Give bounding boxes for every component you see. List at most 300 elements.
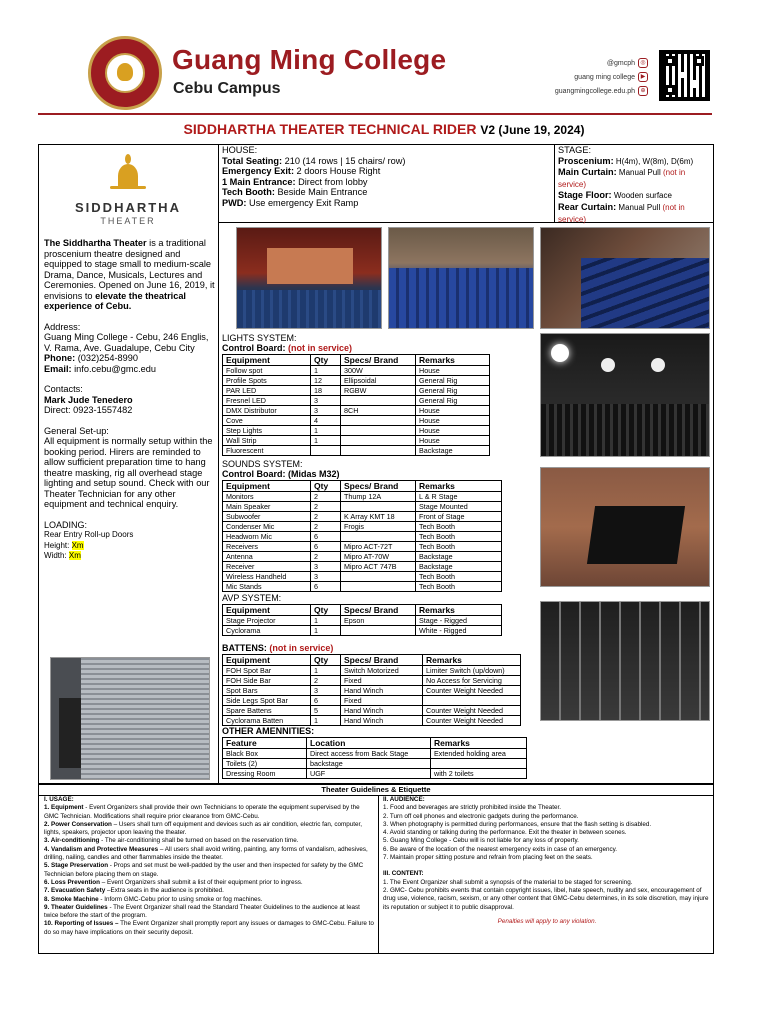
table-cell: Mipro AT-70W: [341, 552, 416, 562]
column-header: Specs/ Brand: [341, 355, 416, 366]
header-divider: [38, 113, 712, 115]
intro-body: is a traditional proscenium theatre designed and equipped to stage small to medium-scale Drama, Dance, Musicals, Lectures and Ceremonies. Opened on June 16, 2019, it envisions to: [44, 238, 215, 301]
usage-item-title: 8. Smoke Machine: [44, 895, 99, 903]
table-cell: House: [416, 406, 490, 416]
table-header-row: [223, 355, 490, 366]
contact-name: Mark Jude Tenedero: [44, 394, 133, 405]
contact-direct: Direct: 0923-1557482: [44, 405, 133, 415]
table-row: [223, 376, 490, 386]
table-cell: [341, 532, 416, 542]
table-cell: 3: [311, 396, 341, 406]
battens-heading-note: (not in service): [269, 643, 334, 653]
table-cell: Counter Weight Needed: [423, 686, 521, 696]
table-row: [223, 502, 502, 512]
lights-section: [222, 333, 490, 456]
lights-photo: [540, 333, 710, 457]
avp-section: [222, 593, 502, 636]
table-row: [223, 366, 490, 376]
table-cell: Antenna: [223, 552, 311, 562]
table-cell: [341, 582, 416, 592]
table-cell: 6: [311, 532, 341, 542]
table-cell: Wireless Handheld: [223, 572, 311, 582]
table-cell: Cyclorama: [223, 626, 311, 636]
table-row: [223, 716, 521, 726]
table-row: [223, 446, 490, 456]
table-row: [223, 666, 521, 676]
column-header: Equipment: [223, 481, 311, 492]
table-cell: FOH Spot Bar: [223, 666, 311, 676]
table-row: [223, 552, 502, 562]
booth-value: Beside Main Entrance: [274, 187, 368, 198]
entrance-value: Direct from lobby: [295, 176, 368, 187]
column-header: Qty: [311, 655, 341, 666]
usage-item-text: - The Event Organizer shall read the Standard Theater Guidelines to the audience at least twice before the start of the program.: [44, 903, 360, 920]
usage-item-title: 4. Vandalism and Protective Measures: [44, 845, 159, 853]
avp-table: [222, 604, 502, 636]
usage-column: [44, 796, 374, 937]
rear-curtain-value: Manual Pull: [616, 202, 663, 212]
table-header-row: [223, 655, 521, 666]
email-line: [44, 364, 216, 375]
document-title: [0, 121, 768, 137]
table-cell: [311, 446, 341, 456]
table-cell: Side Legs Spot Bar: [223, 696, 311, 706]
usage-item-text: - Props and set must be well-padded by the user and then inspected for safety by the GMC Technician before placing them on stage.: [44, 862, 364, 878]
usage-item-title: 3. Air-conditioning: [44, 837, 100, 845]
usage-item: [44, 887, 374, 895]
table-cell: backstage: [307, 759, 431, 769]
table-row: [223, 512, 502, 522]
content-heading: III. CONTENT:: [383, 870, 424, 878]
theater-emblem: [40, 150, 216, 200]
table-row: [223, 492, 502, 502]
column-header: Remarks: [423, 655, 521, 666]
theater-wordmark-sub: THEATER: [100, 216, 156, 226]
college-name: Guang Ming College: [172, 44, 447, 75]
table-cell: 3: [311, 406, 341, 416]
column-divider: [218, 144, 219, 784]
address-label: Address:: [44, 321, 81, 332]
table-cell: Step Lights: [223, 426, 311, 436]
sounds-table: [222, 480, 502, 592]
table-cell: with 2 toilets: [431, 769, 527, 779]
table-cell: Fixed: [341, 676, 423, 686]
table-cell: [341, 502, 416, 512]
intro-paragraph: [40, 238, 216, 312]
table-cell: Frogis: [341, 522, 416, 532]
table-cell: Tech Booth: [416, 582, 502, 592]
contacts-label: Contacts:: [44, 384, 83, 394]
table-cell: 2: [311, 492, 341, 502]
table-cell: Mic Stands: [223, 582, 311, 592]
youtube-icon: ▶: [638, 72, 648, 82]
table-cell: Profile Spots: [223, 376, 311, 386]
usage-heading: I. USAGE:: [44, 796, 74, 803]
usage-item-title: 1. Equipment: [44, 804, 84, 812]
width-value: Xm: [68, 551, 81, 560]
column-header: Equipment: [223, 655, 311, 666]
table-cell: No Access for Servicing: [423, 676, 521, 686]
table-cell: General Rig: [416, 396, 490, 406]
phone-line: [44, 353, 216, 364]
table-cell: 1: [311, 426, 341, 436]
table-cell: RGBW: [341, 386, 416, 396]
usage-item-title: 10. Reporting of Issues –: [44, 920, 119, 928]
column-header: Remarks: [416, 605, 502, 616]
audience-item: 3. When photography is permitted during performances, ensure that the flash setting is disabled.: [383, 820, 652, 828]
usage-item: [44, 879, 374, 887]
table-cell: [341, 396, 416, 406]
table-cell: Mipro ACT 747B: [341, 562, 416, 572]
table-cell: Toilets (2): [223, 759, 307, 769]
table-cell: 3: [311, 686, 341, 696]
table-cell: Epson: [341, 616, 416, 626]
table-cell: Spare Battens: [223, 706, 311, 716]
table-cell: UGF: [307, 769, 431, 779]
table-cell: 18: [311, 386, 341, 396]
amenities-section: [222, 726, 527, 779]
seating-photo: [388, 227, 534, 329]
column-header: Qty: [311, 355, 341, 366]
content-list: [383, 879, 711, 912]
table-header-row: [223, 605, 502, 616]
column-header: Location: [307, 738, 431, 749]
column-header: Qty: [311, 481, 341, 492]
table-cell: Tech Booth: [416, 572, 502, 582]
usage-item: [44, 904, 374, 921]
table-cell: [341, 416, 416, 426]
entrance-label: 1 Main Entrance:: [222, 176, 296, 187]
table-cell: 12: [311, 376, 341, 386]
table-cell: [431, 759, 527, 769]
battens-table: [222, 654, 521, 726]
floor-value: Wooden surface: [611, 191, 672, 201]
setup-block: [40, 426, 216, 510]
table-cell: Extended holding area: [431, 749, 527, 759]
loading-door-photo: [50, 657, 210, 780]
table-cell: House: [416, 416, 490, 426]
house-heading: HOUSE:: [222, 145, 258, 155]
audience-list: [383, 804, 711, 862]
booth-line: [222, 187, 552, 198]
table-row: [223, 396, 490, 406]
guidelines-heading: Theater Guidelines & Etiquette: [38, 784, 714, 796]
table-cell: Backstage: [416, 562, 502, 572]
table-cell: Subwoofer: [223, 512, 311, 522]
email-label: Email:: [44, 363, 72, 374]
usage-item-text: - Event Organizers shall provide their own Technicians to operate the equipment supervised by the GMC Technician. Modifications shall require prior clearance from GMC-Cebu.: [44, 804, 360, 820]
usage-item-text: – Event Organizers shall submit a list of their equipment prior to ingress.: [100, 878, 303, 886]
table-cell: 3: [311, 572, 341, 582]
youtube-handle[interactable]: [574, 72, 648, 82]
table-cell: 4: [311, 416, 341, 426]
college-logo: [88, 36, 162, 110]
setup-label: General Set-up:: [44, 425, 109, 436]
column-header: Remarks: [431, 738, 527, 749]
rear-curtain-label: Rear Curtain:: [558, 201, 617, 212]
column-header: Remarks: [416, 355, 490, 366]
table-cell: Stage Mounted: [416, 502, 502, 512]
loading-width: [44, 551, 216, 562]
usage-item: [44, 920, 374, 937]
usage-item-title: 7. Evacuation Safety: [44, 887, 106, 895]
usage-item: [44, 896, 374, 904]
table-cell: Backstage: [416, 552, 502, 562]
table-cell: Ellipsoidal: [341, 376, 416, 386]
table-cell: Monitors: [223, 492, 311, 502]
column-header: Equipment: [223, 355, 311, 366]
table-cell: Direct access from Back Stage: [307, 749, 431, 759]
table-cell: 2: [311, 676, 341, 686]
table-cell: Stage Projector: [223, 616, 311, 626]
table-row: [223, 522, 502, 532]
table-cell: Hand Winch: [341, 686, 423, 696]
table-cell: Fluorescent: [223, 446, 311, 456]
table-row: [223, 749, 527, 759]
table-cell: Stage - Rigged: [416, 616, 502, 626]
proscenium-line: [558, 156, 712, 168]
aisle-photo: [540, 227, 710, 329]
table-cell: House: [416, 436, 490, 446]
table-cell: Counter Weight Needed: [423, 706, 521, 716]
sounds-section: [222, 459, 502, 592]
table-cell: 300W: [341, 366, 416, 376]
table-cell: 1: [311, 666, 341, 676]
table-row: [223, 696, 521, 706]
audience-heading: II. AUDIENCE:: [383, 796, 425, 803]
table-cell: Front of Stage: [416, 512, 502, 522]
table-cell: 6: [311, 696, 341, 706]
table-cell: Headworn Mic: [223, 532, 311, 542]
address-text: Guang Ming College - Cebu, 246 Englis, V. Rama, Ave. Guadalupe, Cebu City: [44, 332, 209, 353]
speaker-photo: [540, 467, 710, 587]
table-cell: Backstage: [416, 446, 490, 456]
table-cell: General Rig: [416, 386, 490, 396]
seating-value: 210 (14 rows | 15 chairs/ row): [282, 155, 406, 166]
table-cell: 3: [311, 562, 341, 572]
usage-item-text: – All users shall avoid writing, painting, any forms of vandalism, adhesives, drilling, nailing, candles and other flammables inside the theater.: [44, 845, 368, 862]
sidebar: [40, 150, 216, 562]
audience-item: 5. Guang Ming College - Cebu will is not liable for any loss of property.: [383, 837, 579, 845]
usage-item: [44, 862, 374, 879]
table-cell: Follow spot: [223, 366, 311, 376]
sounds-heading: SOUNDS SYSTEM:: [222, 459, 303, 469]
lights-board-label: Control Board:: [222, 343, 288, 353]
table-row: [223, 769, 527, 779]
table-row: [223, 582, 502, 592]
content-item: 1. The Event Organizer shall submit a synopsis of the material to be staged for screening.: [383, 878, 633, 886]
table-cell: Dressing Room: [223, 769, 307, 779]
globe-icon: ⊕: [638, 86, 648, 96]
usage-list: [44, 804, 374, 937]
youtube-label: guang ming college: [574, 73, 635, 81]
table-row: [223, 562, 502, 572]
usage-item-text: - The air-conditioning shall be turned on based on the reservation time.: [99, 837, 299, 845]
table-cell: [423, 696, 521, 706]
guidelines-divider: [378, 795, 379, 954]
table-cell: Counter Weight Needed: [423, 716, 521, 726]
curtain-value: Manual Pull: [616, 168, 663, 178]
table-cell: 2: [311, 522, 341, 532]
battens-heading: [222, 643, 521, 653]
stage-divider: [554, 144, 555, 222]
pwd-value: Use emergency Exit Ramp: [246, 197, 359, 208]
table-row: [223, 542, 502, 552]
contacts-block: [40, 384, 216, 416]
exit-line: [222, 166, 552, 177]
table-cell: FOH Side Bar: [223, 676, 311, 686]
column-header: Specs/ Brand: [341, 605, 416, 616]
table-cell: Spot Bars: [223, 686, 311, 696]
penalty-note: Penalties will apply to any violation.: [497, 917, 597, 925]
theater-wordmark: SIDDHARTHA: [75, 200, 181, 215]
qr-code: [659, 50, 710, 101]
loading-height: [44, 541, 216, 552]
table-cell: 6: [311, 542, 341, 552]
table-row: [223, 759, 527, 769]
website-label: guangmingcollege.edu.ph: [554, 87, 635, 95]
loading-label: LOADING:: [44, 519, 88, 530]
intro-bold: elevate the theatrical experience of Cebu.: [44, 290, 186, 311]
stage-heading: STAGE:: [558, 145, 592, 155]
avp-heading: AVP SYSTEM:: [222, 593, 282, 603]
table-cell: [341, 572, 416, 582]
table-cell: 1: [311, 436, 341, 446]
table-cell: Cove: [223, 416, 311, 426]
rear-curtain-line: [558, 202, 712, 225]
battens-section: [222, 643, 521, 726]
instagram-icon: ◎: [638, 58, 648, 68]
usage-item-title: 5. Stage Preservation: [44, 862, 109, 870]
table-cell: Hand Winch: [341, 716, 423, 726]
table-cell: House: [416, 426, 490, 436]
table-header-row: [223, 738, 527, 749]
curtain-note: (not in service): [558, 168, 686, 189]
stage-view-photo: [236, 227, 382, 329]
seating-line: [222, 156, 552, 167]
audience-item: 4. Avoid standing or talking during the performance. Exit the theater in between scenes.: [383, 829, 627, 837]
table-cell: Wall Strip: [223, 436, 311, 446]
usage-item-text: - Inform GMC-Cebu prior to using smoke or fog machines.: [98, 895, 263, 903]
usage-item-title: 6. Loss Prevention: [44, 878, 100, 886]
curtain-label: Main Curtain:: [558, 167, 617, 178]
table-cell: Receivers: [223, 542, 311, 552]
instagram-label: @gmcph: [606, 59, 635, 67]
width-label: Width:: [44, 551, 69, 560]
column-header: Specs/ Brand: [341, 655, 423, 666]
exit-value: 2 doors House Right: [294, 166, 381, 177]
usage-item-title: 2. Power Conservation: [44, 820, 112, 828]
table-cell: Tech Booth: [416, 542, 502, 552]
entrance-line: [222, 177, 552, 188]
booth-label: Tech Booth:: [222, 187, 275, 198]
lights-heading: LIGHTS SYSTEM:: [222, 333, 297, 343]
lights-board-note: (not in service): [288, 343, 353, 353]
table-row: [223, 436, 490, 446]
pwd-label: PWD:: [222, 197, 247, 208]
table-cell: L & R Stage: [416, 492, 502, 502]
table-cell: 1: [311, 626, 341, 636]
table-cell: White - Rigged: [416, 626, 502, 636]
website-link[interactable]: [555, 86, 648, 96]
house-section: [222, 145, 552, 209]
table-cell: Fresnel LED: [223, 396, 311, 406]
usage-item-text: – Users shall turn off equipment and devices such as air condition, electric fan, computer, lights, speakers, projector upon leaving the theater.: [44, 820, 363, 837]
setup-text: All equipment is normally setup within the booking period. Hirers are reminded to allow sufficient preparation time to hang theatre masking, rig all overhead stage lighting and setup sound. Check with our Theater Technician for any other equipment and technical enquiry.: [44, 436, 213, 509]
table-cell: Limiter Switch (up/down): [423, 666, 521, 676]
table-cell: General Rig: [416, 376, 490, 386]
usage-item: [44, 821, 374, 838]
table-cell: [341, 626, 416, 636]
address-block: [40, 322, 216, 375]
table-cell: [341, 436, 416, 446]
table-cell: [341, 426, 416, 436]
floor-label: Stage Floor:: [558, 190, 612, 201]
proscenium-value: H(4m), W(8m), D(6m): [613, 156, 694, 166]
pwd-line: [222, 198, 552, 209]
table-row: [223, 626, 502, 636]
table-cell: Tech Booth: [416, 522, 502, 532]
phone-label: Phone:: [44, 353, 76, 363]
audience-item: 7. Maintain proper sitting posture and refrain from placing feet on the seats.: [383, 854, 593, 862]
email-value: info.cebu@gmc.edu: [71, 363, 156, 374]
column-header: Feature: [223, 738, 307, 749]
table-cell: DMX Distributor: [223, 406, 311, 416]
sounds-board: Control Board: (Midas M32): [222, 469, 340, 479]
loading-block: [40, 520, 216, 562]
rear-curtain-note: (not in service): [558, 202, 685, 224]
table-row: [223, 416, 490, 426]
table-cell: Condenser Mic: [223, 522, 311, 532]
instagram-handle[interactable]: [607, 58, 648, 68]
battens-heading-label: BATTENS:: [222, 643, 270, 653]
table-row: [223, 616, 502, 626]
audience-item: 1. Food and beverages are strictly prohibited inside the Theater.: [383, 804, 562, 812]
table-cell: 2: [311, 502, 341, 512]
table-cell: 6: [311, 582, 341, 592]
amenities-heading: OTHER AMENNITIES:: [222, 726, 315, 736]
table-cell: 5: [311, 706, 341, 716]
table-row: [223, 426, 490, 436]
audience-item: 2. Turn off cell phones and electronic gadgets during the performance.: [383, 812, 579, 820]
table-header-row: [223, 481, 502, 492]
column-header: Qty: [311, 605, 341, 616]
table-cell: Fixed: [341, 696, 423, 706]
table-cell: Switch Motorized: [341, 666, 423, 676]
usage-item: [44, 804, 374, 821]
table-row: [223, 706, 521, 716]
campus-name: Cebu Campus: [173, 80, 281, 97]
table-cell: Main Speaker: [223, 502, 311, 512]
content-item: 2. GMC- Cebu prohibits events that contain copyright issues, libel, hate speech, nudity and sex, encouragement of drug use, violence, racism, sexism, or any other content that GMC-Cebu determines, in its sole discretion, may injure its reputation or subject it to public disapproval.: [383, 886, 709, 911]
height-label: Height:: [44, 540, 72, 550]
exit-label: Emergency Exit:: [222, 166, 294, 177]
table-cell: 8CH: [341, 406, 416, 416]
usage-item: [44, 846, 374, 863]
table-cell: [341, 446, 416, 456]
title-version: V2 (June 19, 2024): [480, 123, 585, 137]
table-row: [223, 572, 502, 582]
column-header: Remarks: [416, 481, 502, 492]
table-cell: House: [416, 366, 490, 376]
height-value: Xm: [71, 540, 84, 550]
table-cell: 2: [311, 552, 341, 562]
table-row: [223, 686, 521, 696]
usage-item-text: –Extra seats in the audience is prohibited.: [105, 887, 224, 895]
lights-board: [222, 343, 490, 353]
floor-line: [558, 190, 712, 202]
seating-label: Total Seating:: [222, 155, 283, 166]
